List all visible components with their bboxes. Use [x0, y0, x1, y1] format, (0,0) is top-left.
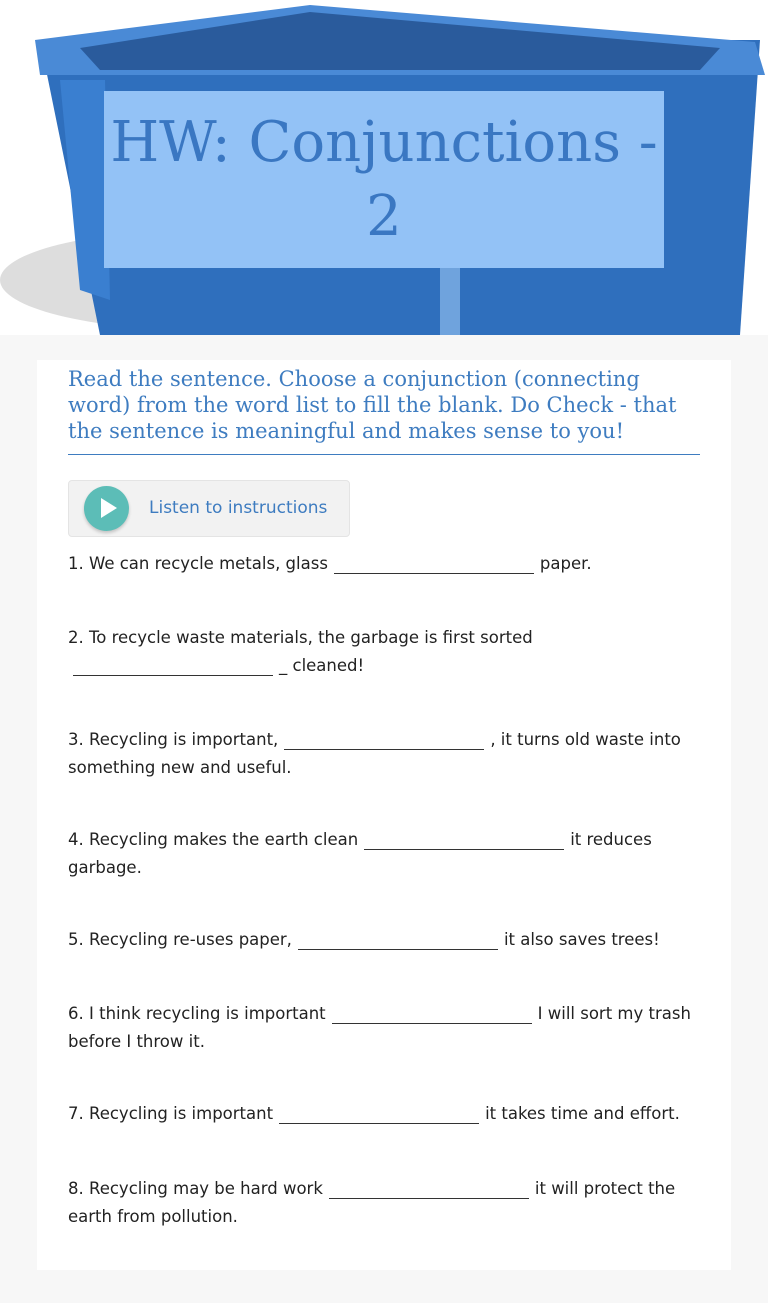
play-icon	[84, 486, 129, 531]
question-text: 8. Recycling may be hard work	[68, 1179, 323, 1198]
question-text: 6. I think recycling is important	[68, 1004, 326, 1023]
question-text: I will sort my trash before I throw it.	[68, 1004, 691, 1051]
question-1	[68, 550, 708, 578]
worksheet-card	[37, 360, 731, 1270]
answer-input-3[interactable]	[284, 731, 484, 750]
question-2	[68, 624, 708, 680]
question-8	[68, 1175, 708, 1231]
header-banner	[0, 0, 768, 335]
answer-input-7[interactable]	[279, 1105, 479, 1124]
question-text: 7. Recycling is important	[68, 1104, 274, 1123]
question-text: 2. To recycle waste materials, the garbage is first sorted	[68, 628, 533, 647]
instructions-text: Read the sentence. Choose a conjunction (connecting word) from the word list to fill the blank. Do Check - that the sentence is meaningful and makes sense to you!	[68, 366, 700, 455]
question-text: paper.	[539, 554, 592, 573]
question-6	[68, 1000, 708, 1056]
answer-input-5[interactable]	[298, 931, 498, 950]
question-text: 5. Recycling re-uses paper,	[68, 930, 292, 949]
question-text: it takes time and effort.	[485, 1104, 680, 1123]
listen-label: Listen to instructions	[149, 498, 328, 518]
question-text: 3. Recycling is important,	[68, 730, 279, 749]
answer-input-1[interactable]	[334, 555, 534, 574]
question-4	[68, 826, 708, 882]
question-text: it reduces garbage.	[68, 830, 652, 877]
question-7	[68, 1100, 708, 1128]
question-text: 1. We can recycle metals, glass	[68, 554, 328, 573]
question-text: it also saves trees!	[503, 930, 660, 949]
answer-input-4[interactable]	[364, 831, 564, 850]
page-title-text: HW: Conjunctions - 2	[110, 109, 658, 249]
answer-input-6[interactable]	[332, 1005, 532, 1024]
question-text: it will protect the earth from pollution.	[68, 1179, 676, 1226]
question-5	[68, 926, 708, 954]
answer-input-2[interactable]	[73, 657, 273, 676]
question-text: , it turns old waste into something new and useful.	[68, 730, 681, 777]
question-text: 4. Recycling makes the earth clean	[68, 830, 359, 849]
listen-to-instructions-button[interactable]	[68, 480, 350, 537]
answer-input-8[interactable]	[329, 1180, 529, 1199]
page-title	[104, 91, 664, 268]
question-3	[68, 726, 708, 782]
question-text: _ cleaned!	[279, 656, 365, 675]
